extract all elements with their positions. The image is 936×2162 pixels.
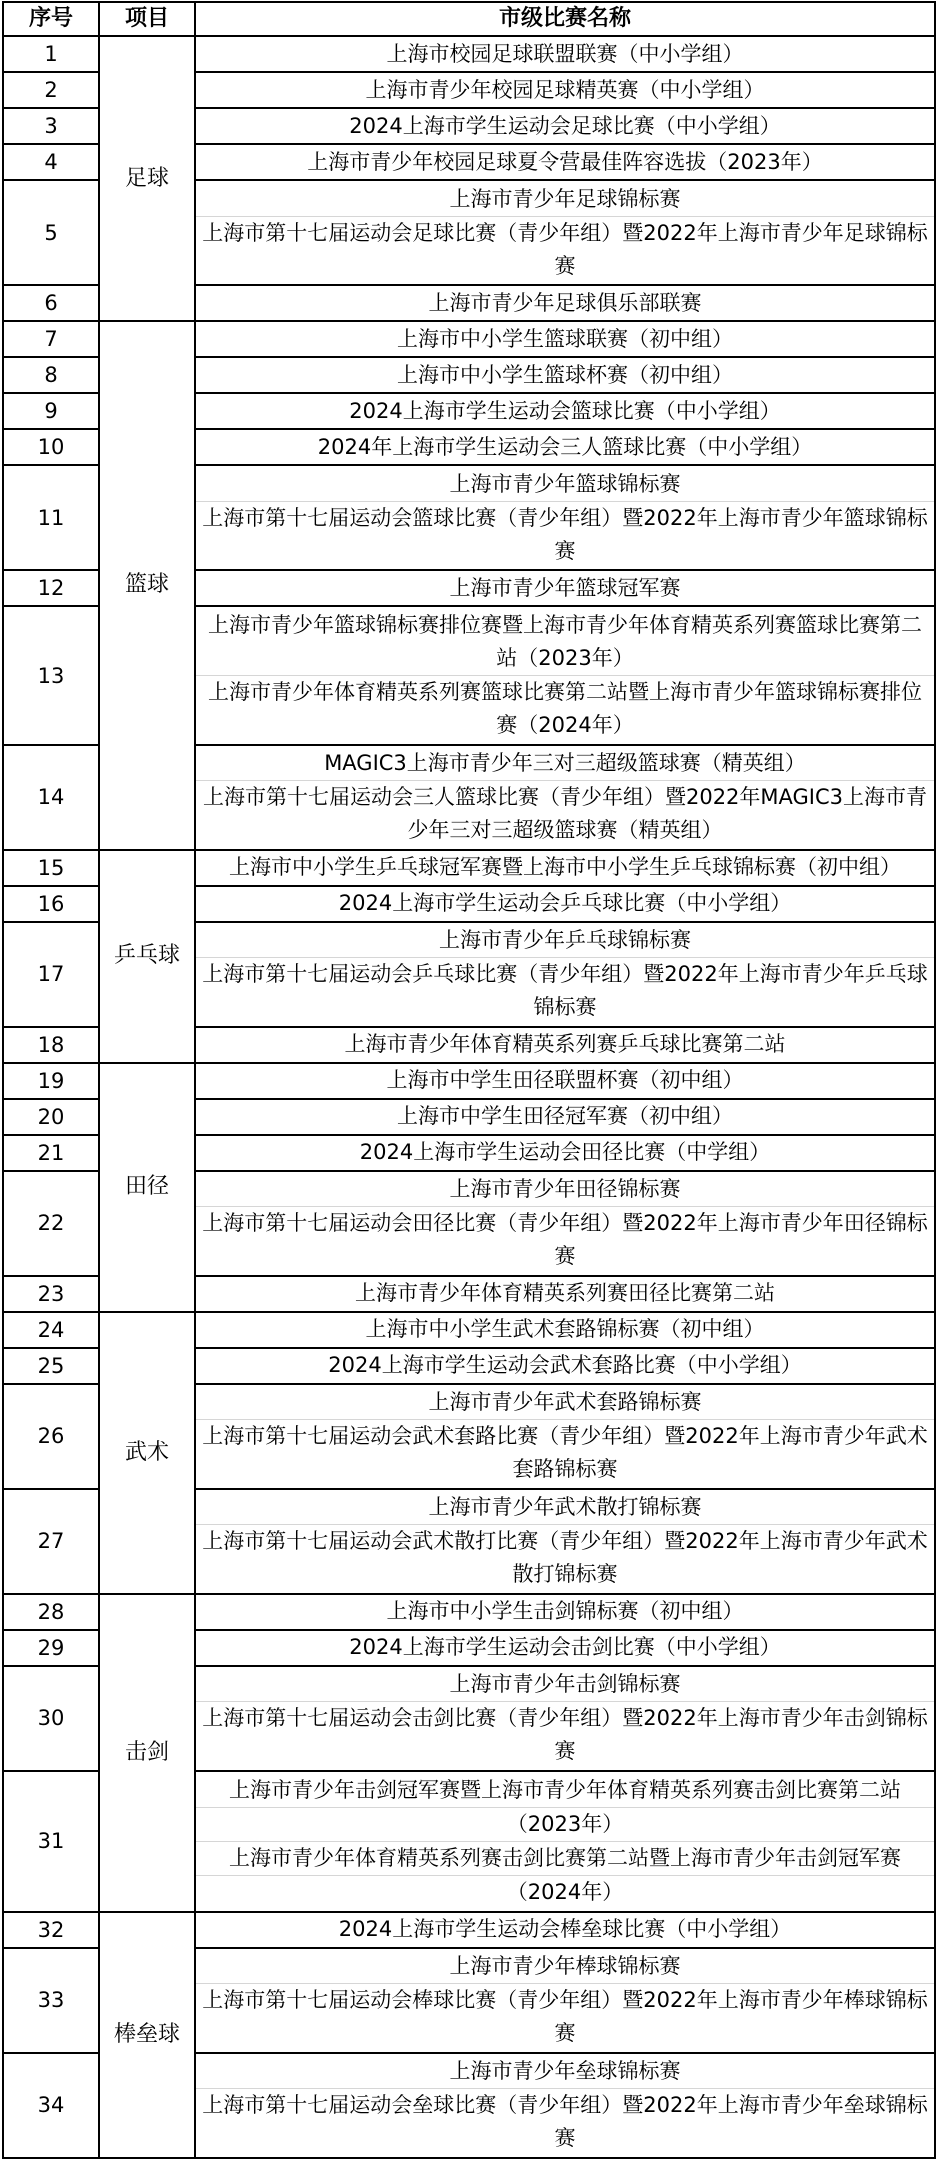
row-seq: 15 — [3, 850, 99, 886]
row-seq: 31 — [3, 1771, 99, 1912]
row-seq: 22 — [3, 1171, 99, 1276]
competition-name: 上海市第十七届运动会乒乓球比赛（青少年组）暨2022年上海市青少年乒乓球锦标赛 — [196, 957, 934, 1024]
competition-name: 上海市第十七届运动会田径比赛（青少年组）暨2022年上海市青少年田径锦标赛 — [196, 1206, 934, 1273]
competition-name: 上海市青少年篮球冠军赛 — [449, 575, 681, 600]
row-seq: 10 — [3, 429, 99, 465]
row-seq: 13 — [3, 606, 99, 745]
competition-name: 上海市校园足球联盟联赛（中小学组） — [386, 41, 744, 66]
competition-name: 上海市中小学生篮球杯赛（初中组） — [397, 362, 733, 387]
competition-name-cell — [195, 1384, 935, 1489]
row-seq: 29 — [3, 1630, 99, 1666]
competition-name-cell — [195, 2053, 935, 2158]
row-seq: 8 — [3, 357, 99, 393]
row-seq: 21 — [3, 1135, 99, 1171]
row-seq: 23 — [3, 1276, 99, 1312]
competition-name: 上海市第十七届运动会足球比赛（青少年组）暨2022年上海市青少年足球锦标赛 — [196, 216, 934, 283]
sport-fencing: 击剑 — [99, 1594, 195, 1912]
competition-name: 上海市青少年武术散打锦标赛 — [428, 1495, 702, 1520]
competition-name: 上海市青少年体育精英系列赛篮球比赛第二站暨上海市青少年篮球锦标赛排位赛（2024年） — [196, 675, 934, 742]
competition-name-cell — [195, 72, 935, 108]
competition-name: 上海市青少年棒球锦标赛 — [449, 1954, 681, 1979]
competition-name: 上海市第十七届运动会篮球比赛（青少年组）暨2022年上海市青少年篮球锦标赛 — [196, 501, 934, 568]
competition-name: 2024上海市学生运动会篮球比赛（中小学组） — [349, 398, 781, 423]
row-seq: 17 — [3, 922, 99, 1027]
row-seq: 14 — [3, 745, 99, 850]
competition-name-cell — [195, 1135, 935, 1171]
competition-name: 上海市中小学生武术套路锦标赛（初中组） — [365, 1317, 765, 1342]
competition-name: 上海市青少年武术套路锦标赛 — [428, 1390, 702, 1415]
row-seq: 6 — [3, 285, 99, 321]
row-seq: 2 — [3, 72, 99, 108]
table-row — [3, 1912, 935, 1948]
competition-name-cell — [195, 321, 935, 357]
sport-basketball: 篮球 — [99, 321, 195, 850]
competition-name-cell — [195, 357, 935, 393]
table-row — [3, 1063, 935, 1099]
competition-name: 上海市青少年体育精英系列赛击剑比赛第二站暨上海市青少年击剑冠军赛 — [196, 1841, 934, 1875]
competition-name-cell — [195, 1348, 935, 1384]
competition-name-cell — [195, 922, 935, 1027]
row-seq: 9 — [3, 393, 99, 429]
sport-baseball-softball: 棒垒球 — [99, 1912, 195, 2158]
competition-name: 2024年上海市学生运动会三人篮球比赛（中小学组） — [317, 434, 813, 459]
competition-name: （2023年） — [196, 1807, 934, 1841]
competition-name-cell — [195, 1489, 935, 1594]
competition-name: 上海市第十七届运动会击剑比赛（青少年组）暨2022年上海市青少年击剑锦标赛 — [196, 1701, 934, 1768]
competition-name: 2024上海市学生运动会击剑比赛（中小学组） — [349, 1635, 781, 1660]
competition-name-cell — [195, 465, 935, 570]
competition-name: 上海市青少年田径锦标赛 — [449, 1177, 681, 1202]
table-header-row — [3, 2, 935, 36]
row-seq: 33 — [3, 1948, 99, 2053]
competition-name: （2024年） — [196, 1875, 934, 1909]
sport-football: 足球 — [99, 36, 195, 321]
sport-athletics: 田径 — [99, 1063, 195, 1312]
header-sport: 项目 — [99, 2, 195, 36]
competition-name: 上海市青少年篮球锦标赛 — [449, 471, 681, 496]
row-seq: 27 — [3, 1489, 99, 1594]
table-row — [3, 850, 935, 886]
competition-name-cell — [195, 1063, 935, 1099]
competition-name-cell — [195, 1594, 935, 1630]
table-row — [3, 1312, 935, 1348]
row-seq: 28 — [3, 1594, 99, 1630]
competition-name: 上海市青少年击剑冠军赛暨上海市青少年体育精英系列赛击剑比赛第二站 — [229, 1777, 901, 1802]
row-seq: 25 — [3, 1348, 99, 1384]
competition-name: 上海市青少年击剑锦标赛 — [449, 1672, 681, 1697]
competition-name: 上海市第十七届运动会武术散打比赛（青少年组）暨2022年上海市青少年武术散打锦标赛 — [196, 1524, 934, 1591]
competition-name-cell — [195, 1099, 935, 1135]
competition-name: 上海市青少年垒球锦标赛 — [449, 2059, 681, 2084]
competition-name: 上海市中小学生篮球联赛（初中组） — [397, 326, 733, 351]
competition-name: MAGIC3上海市青少年三对三超级篮球赛（精英组） — [324, 751, 806, 776]
competition-name-cell — [195, 1276, 935, 1312]
table-row — [3, 36, 935, 72]
competition-name: 上海市第十七届运动会垒球比赛（青少年组）暨2022年上海市青少年垒球锦标赛 — [196, 2088, 934, 2155]
competition-name-cell — [195, 886, 935, 922]
row-seq: 34 — [3, 2053, 99, 2158]
competition-name: 上海市青少年篮球锦标赛排位赛暨上海市青少年体育精英系列赛篮球比赛第二站（2023年） — [208, 613, 922, 671]
competition-name-cell — [195, 180, 935, 285]
competition-table — [2, 1, 936, 2159]
competition-name-cell — [195, 36, 935, 72]
competition-name-cell — [195, 1171, 935, 1276]
sport-wushu: 武术 — [99, 1312, 195, 1594]
header-name: 市级比赛名称 — [195, 2, 935, 36]
competition-name-cell — [195, 429, 935, 465]
competition-name: 2024上海市学生运动会乒乓球比赛（中小学组） — [338, 891, 792, 916]
row-seq: 1 — [3, 36, 99, 72]
row-seq: 20 — [3, 1099, 99, 1135]
competition-name: 2024上海市学生运动会武术套路比赛（中小学组） — [328, 1353, 802, 1378]
table-row — [3, 1594, 935, 1630]
row-seq: 7 — [3, 321, 99, 357]
row-seq: 3 — [3, 108, 99, 144]
competition-name-cell — [195, 393, 935, 429]
table-row — [3, 321, 935, 357]
row-seq: 26 — [3, 1384, 99, 1489]
competition-name: 2024上海市学生运动会棒垒球比赛（中小学组） — [338, 1917, 792, 1942]
competition-name: 2024上海市学生运动会田径比赛（中学组） — [359, 1140, 771, 1165]
row-seq: 30 — [3, 1666, 99, 1771]
row-seq: 18 — [3, 1027, 99, 1063]
row-seq: 11 — [3, 465, 99, 570]
competition-name-cell — [195, 1630, 935, 1666]
competition-name: 上海市青少年足球俱乐部联赛 — [428, 290, 702, 315]
competition-name-cell — [195, 850, 935, 886]
sport-table-tennis: 乒乓球 — [99, 850, 195, 1063]
competition-name: 上海市中小学生乒乓球冠军赛暨上海市中小学生乒乓球锦标赛（初中组） — [229, 855, 901, 880]
competition-name: 2024上海市学生运动会足球比赛（中小学组） — [349, 113, 781, 138]
row-seq: 4 — [3, 144, 99, 180]
competition-name: 上海市青少年体育精英系列赛田径比赛第二站 — [355, 1281, 775, 1306]
competition-name-cell — [195, 1771, 935, 1912]
competition-name: 上海市中小学生击剑锦标赛（初中组） — [386, 1599, 744, 1624]
competition-name-cell — [195, 1948, 935, 2053]
competition-name-cell — [195, 1027, 935, 1063]
competition-name: 上海市青少年足球锦标赛 — [449, 186, 681, 211]
competition-name-cell — [195, 108, 935, 144]
competition-name-cell — [195, 1666, 935, 1771]
competition-name: 上海市第十七届运动会棒球比赛（青少年组）暨2022年上海市青少年棒球锦标赛 — [196, 1983, 934, 2050]
competition-name-cell — [195, 285, 935, 321]
row-seq: 32 — [3, 1912, 99, 1948]
competition-name: 上海市中学生田径联盟杯赛（初中组） — [386, 1068, 744, 1093]
row-seq: 16 — [3, 886, 99, 922]
competition-name: 上海市第十七届运动会三人篮球比赛（青少年组）暨2022年MAGIC3上海市青少年三对三超级篮球赛（精英组） — [196, 780, 934, 847]
competition-name-cell — [195, 745, 935, 850]
header-seq: 序号 — [3, 2, 99, 36]
competition-name-cell — [195, 570, 935, 606]
table-body — [3, 36, 935, 2158]
row-seq: 24 — [3, 1312, 99, 1348]
row-seq: 12 — [3, 570, 99, 606]
competition-name: 上海市青少年体育精英系列赛乒乓球比赛第二站 — [344, 1032, 786, 1057]
row-seq: 19 — [3, 1063, 99, 1099]
competition-name-cell — [195, 144, 935, 180]
competition-name-cell — [195, 1912, 935, 1948]
competition-name-cell — [195, 1312, 935, 1348]
competition-name: 上海市中学生田径冠军赛（初中组） — [397, 1104, 733, 1129]
competition-name-cell — [195, 606, 935, 745]
competition-name: 上海市青少年乒乓球锦标赛 — [439, 928, 691, 953]
competition-name: 上海市青少年校园足球夏令营最佳阵容选拔（2023年） — [307, 149, 823, 174]
competition-name: 上海市青少年校园足球精英赛（中小学组） — [365, 77, 765, 102]
competition-name: 上海市第十七届运动会武术套路比赛（青少年组）暨2022年上海市青少年武术套路锦标赛 — [196, 1419, 934, 1486]
row-seq: 5 — [3, 180, 99, 285]
